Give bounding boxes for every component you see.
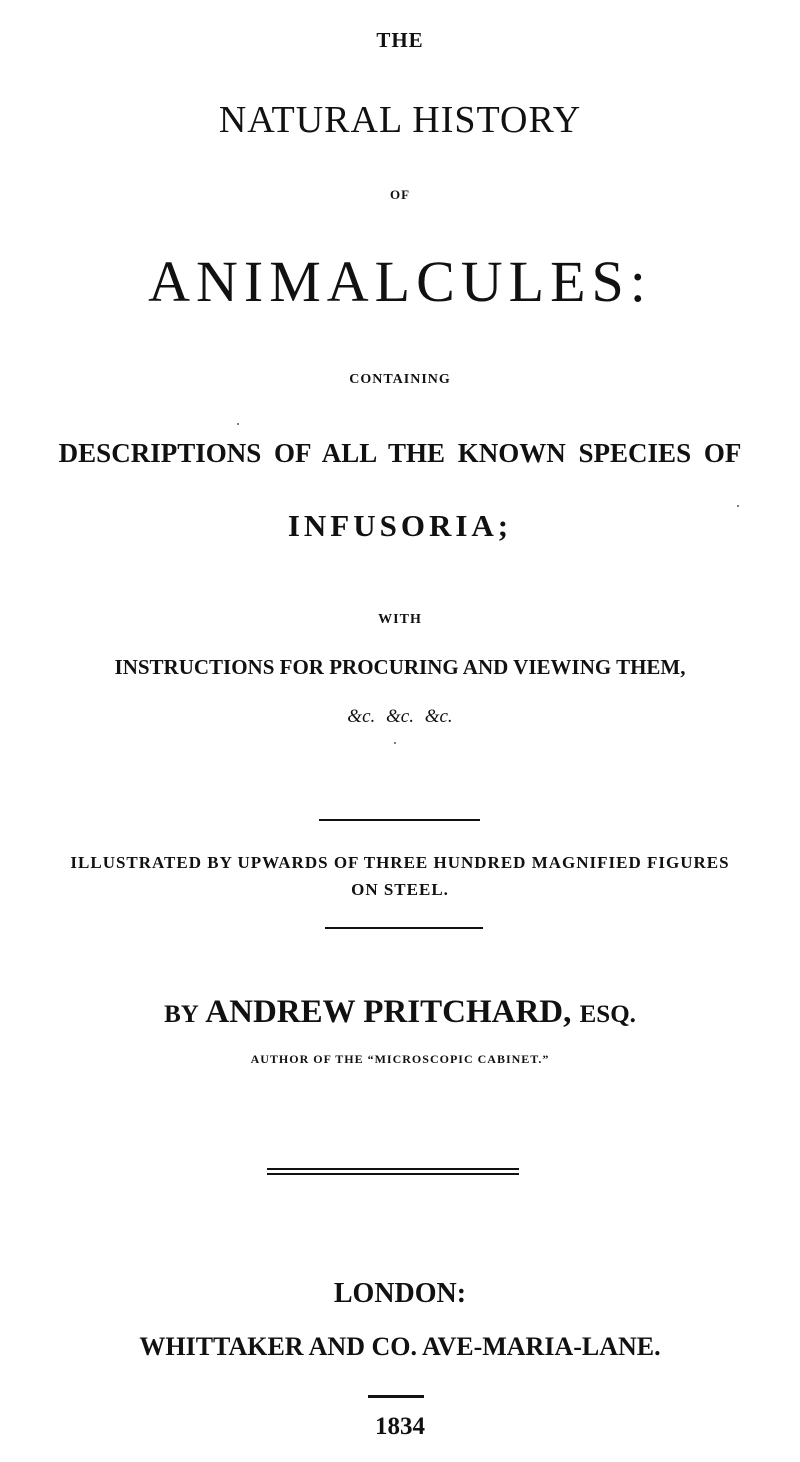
print-speck [737, 505, 739, 507]
main-title-animalcules: ANIMALCULES: [148, 249, 652, 314]
subtitle-with: WITH [378, 612, 422, 627]
subtitle-etc: &c. &c. &c. [347, 706, 453, 727]
imprint-publisher: WHITTAKER AND CO. AVE-MARIA-LANE. [139, 1332, 661, 1361]
title-of: OF [389, 187, 411, 202]
illustration-note-line-2: ON STEEL. [351, 880, 449, 899]
title-natural-history: NATURAL HISTORY [218, 99, 582, 141]
subtitle-infusoria: INFUSORIA; [287, 508, 513, 543]
divider-rule-1 [319, 819, 480, 821]
illustration-note-line-1: ILLUSTRATED BY UPWARDS OF THREE HUNDRED MAGNIFIED FIGURES [70, 853, 730, 872]
author-esq: ESQ. [579, 1001, 636, 1028]
author-by: BY [164, 1001, 199, 1028]
divider-rule-3 [368, 1395, 424, 1398]
author-credentials: AUTHOR OF THE “MICROSCOPIC CABINET.” [250, 1052, 550, 1066]
divider-rule-2 [325, 927, 483, 929]
imprint-city: LONDON: [333, 1278, 467, 1309]
author-name: ANDREW PRITCHARD, [205, 994, 572, 1030]
title-the: THE [376, 28, 424, 52]
subtitle-descriptions: DESCRIPTIONS OF ALL THE KNOWN SPECIES OF [58, 438, 742, 468]
subtitle-instructions: INSTRUCTIONS FOR PROCURING AND VIEWING THEM, [114, 655, 686, 679]
print-speck [394, 742, 396, 744]
author-line [0, 994, 800, 1031]
double-divider-rule [267, 1168, 519, 1176]
print-speck [237, 423, 239, 425]
subtitle-containing: CONTAINING [349, 372, 451, 387]
imprint-year: 1834 [375, 1413, 425, 1440]
